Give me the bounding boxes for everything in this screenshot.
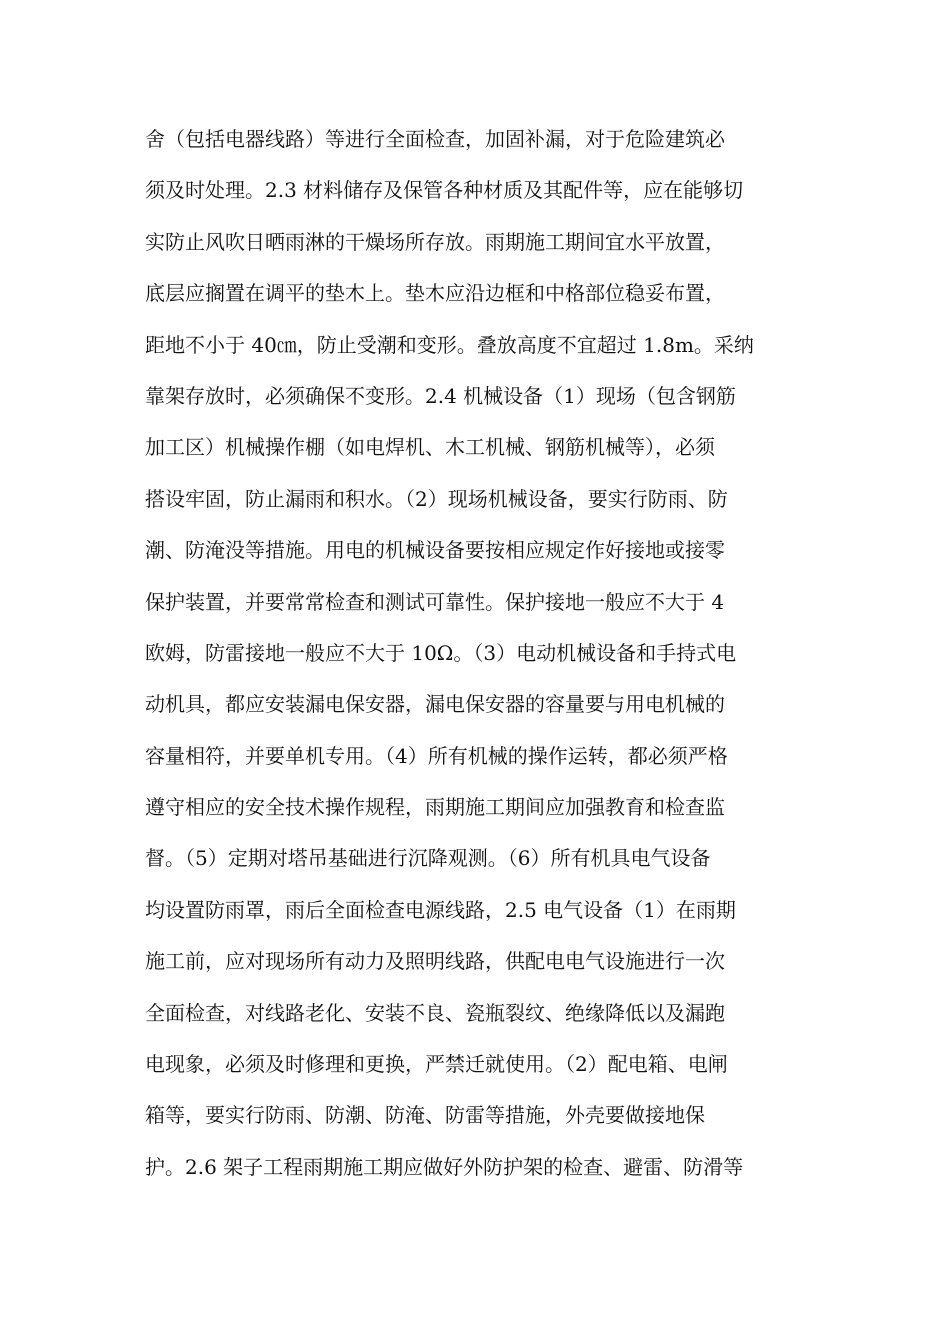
text-line: 加工区）机械操作棚（如电焊机、木工机械、钢筋机械等），必须 bbox=[145, 435, 715, 460]
text-line: 箱等，要实行防雨、防潮、防淹、防雷等措施，外壳要做接地保 bbox=[145, 1103, 705, 1128]
text-line: 搭设牢固，防止漏雨和积水。（2）现场机械设备，要实行防雨、防 bbox=[145, 486, 728, 511]
text-line: 遵守相应的安全技术操作规程，雨期施工期间应加强教育和检查监 bbox=[145, 795, 725, 820]
text-line: 距地不小于 40㎝，防止受潮和变形。叠放高度不宜超过 1.8m。采纳 bbox=[145, 332, 754, 357]
text-line: 须及时处理。2.3 材料储存及保管各种材质及其配件等，应在能够切 bbox=[145, 178, 744, 203]
text-line: 实防止风吹日晒雨淋的干燥场所存放。雨期施工期间宜水平放置， bbox=[145, 229, 725, 254]
text-line: 靠架存放时，必须确保不变形。2.4 机械设备（1）现场（包含钢筋 bbox=[145, 383, 736, 408]
text-line: 督。（5）定期对塔吊基础进行沉降观测。（6）所有机具电气设备 bbox=[145, 846, 711, 871]
text-line: 施工前，应对现场所有动力及照明线路，供配电电气设施进行一次 bbox=[145, 949, 725, 974]
text-line: 欧姆，防雷接地一般应不大于 10Ω。（3）电动机械设备和手持式电 bbox=[145, 640, 737, 665]
text-line: 护。2.6 架子工程雨期施工期应做好外防护架的检查、避雷、防滑等 bbox=[145, 1154, 744, 1179]
body-text bbox=[145, 114, 810, 1193]
text-line: 保护装置，并要常常检查和测试可靠性。保护接地一般应不大于 4 bbox=[145, 589, 725, 614]
text-line: 均设置防雨罩，雨后全面检查电源线路，2.5 电气设备（1）在雨期 bbox=[145, 897, 736, 922]
text-line: 容量相符，并要单机专用。（4）所有机械的操作运转，都必须严格 bbox=[145, 743, 728, 768]
text-line: 电现象，必须及时修理和更换，严禁迁就使用。（2）配电箱、电闸 bbox=[145, 1052, 728, 1077]
text-line: 潮、防淹没等措施。用电的机械设备要按相应规定作好接地或接零 bbox=[145, 538, 725, 563]
text-line: 动机具，都应安装漏电保安器，漏电保安器的容量要与用电机械的 bbox=[145, 692, 725, 717]
text-line: 舍（包括电器线路）等进行全面检查，加固补漏，对于危险建筑必 bbox=[145, 127, 725, 151]
text-line: 底层应搁置在调平的垫木上。垫木应沿边框和中格部位稳妥布置， bbox=[145, 281, 725, 306]
text-line: 全面检查，对线路老化、安装不良、瓷瓶裂纹、绝缘降低以及漏跑 bbox=[145, 1000, 725, 1025]
